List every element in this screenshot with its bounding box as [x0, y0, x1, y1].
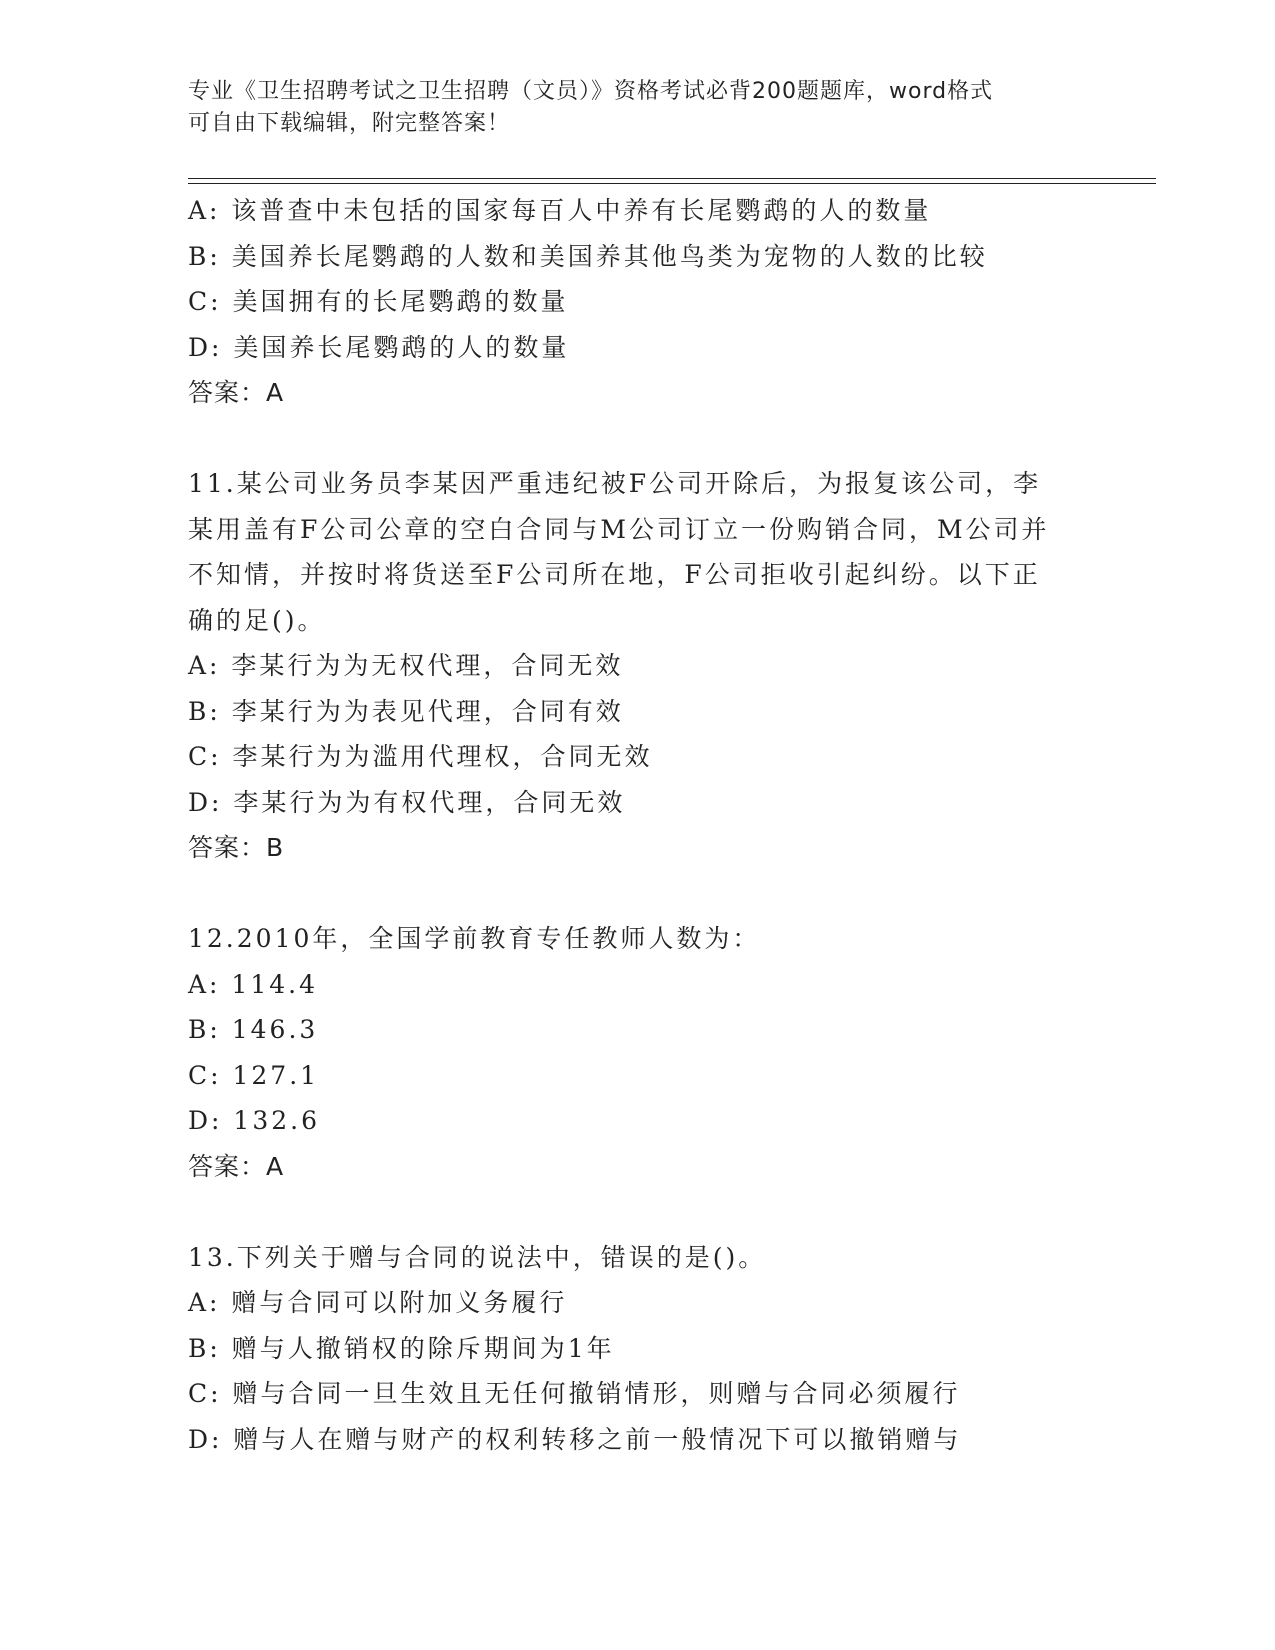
option-c: C: 127.1	[188, 1060, 320, 1090]
spacer	[188, 871, 1088, 917]
question-text-line: 12.2010年，全国学前教育专任教师人数为：	[188, 924, 761, 953]
option-a: A: 该普查中未包括的国家每百人中养有长尾鹦鹉的人的数量	[188, 196, 932, 225]
header-line-1: 专业《卫生招聘考试之卫生招聘（文员）》资格考试必背200题题库，word格式	[188, 79, 994, 104]
option-b: B: 李某行为为表见代理，合同有效	[188, 696, 624, 726]
option-d: D: 132.6	[188, 1106, 320, 1135]
option-d: D: 美国养长尾鹦鹉的人的数量	[188, 332, 570, 362]
option-b: B: 146.3	[188, 1015, 319, 1044]
answer: 答案：A	[188, 378, 285, 407]
header-rule-top	[188, 178, 1156, 179]
question-text-line: 某用盖有F公司公章的空白合同与M公司订立一份购销合同，M公司并	[188, 514, 1050, 544]
option-d: D: 李某行为为有权代理，合同无效	[188, 787, 626, 817]
question-text-line: 确的足()。	[188, 605, 326, 635]
option-d: D: 赠与人在赠与财产的权利转移之前一般情况下可以撤销赠与	[188, 1424, 962, 1454]
option-a: A: 李某行为为无权代理，合同无效	[188, 651, 624, 680]
spacer	[188, 416, 1088, 462]
question-11	[188, 461, 1088, 871]
option-a: A: 赠与合同可以附加义务履行	[188, 1288, 568, 1317]
question-12	[188, 916, 1088, 1189]
option-a: A: 114.4	[188, 969, 318, 999]
answer: 答案：B	[188, 833, 285, 862]
question-text-line: 不知情，并按时将货送至F公司所在地，F公司拒收引起纠纷。以下正	[188, 560, 1041, 589]
option-b: B: 赠与人撤销权的除斥期间为1年	[188, 1333, 615, 1363]
header-rule-bottom	[188, 183, 1156, 184]
answer: 答案：A	[188, 1151, 285, 1181]
header-line-2: 可自由下载编辑，附完整答案！	[188, 111, 511, 136]
option-c: C: 李某行为为滥用代理权，合同无效	[188, 742, 653, 771]
option-c: C: 赠与合同一旦生效且无任何撤销情形，则赠与合同必须履行	[188, 1379, 961, 1408]
document-header	[188, 76, 1068, 140]
question-text-line: 13.下列关于赠与合同的说法中，错误的是()。	[188, 1242, 767, 1272]
question-text-line: 11.某公司业务员李某因严重违纪被F公司开除后，为报复该公司，李	[188, 469, 1042, 498]
document-body	[188, 188, 1088, 1462]
question-10	[188, 188, 1088, 416]
option-c: C: 美国拥有的长尾鹦鹉的数量	[188, 287, 569, 316]
option-b: B: 美国养长尾鹦鹉的人数和美国养其他鸟类为宠物的人数的比较	[188, 241, 988, 271]
question-13	[188, 1235, 1088, 1463]
spacer	[188, 1189, 1088, 1235]
